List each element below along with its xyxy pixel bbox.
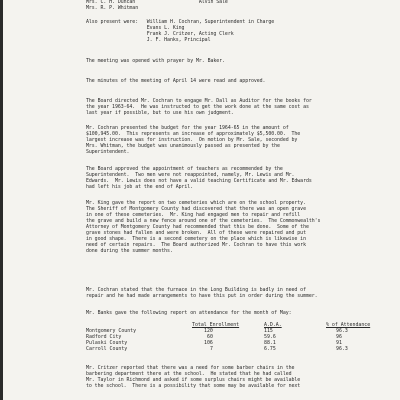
attendee-line-1: Mrs. C. H. Duncan Alvin Sale <box>86 0 228 5</box>
paragraph-barber-line-4: to the school. There is a possibility that some may be available for next <box>86 383 301 389</box>
paragraph-barber-line-3: Mr. Taylor in Richmond and asked if some surplus chairs might be available <box>86 377 301 383</box>
row-enrollment: 7 <box>210 346 213 352</box>
paragraph-teachers-line-1: The Board approved the appointment of teachers as recommended by the <box>86 166 283 172</box>
also-present-line-2: Evans L. King <box>86 25 185 31</box>
row-percent: 96 <box>336 334 342 340</box>
paragraph-auditor-line-1: The Board directed Mr. Cochran to engage Mr. Dall as Auditor for the books for <box>86 98 312 104</box>
paragraph-prayer: The meeting was opened with prayer by Mr. Baker. <box>86 58 225 64</box>
paragraph-cemeteries-line-4: the grave and build a new fence around one of the cemeteries. The Commonwealth's <box>86 218 321 224</box>
row-ada: 59.6 <box>264 334 276 340</box>
paragraph-teachers-line-4: had left his job at the end of April. <box>86 184 194 190</box>
paragraph-cemeteries-line-3: in one of these cemeteries. Mr. King had engaged men to repair and refill <box>86 212 301 218</box>
paragraph-auditor-line-3: last year if possible, but to use his own judgment. <box>86 110 234 116</box>
paragraph-cemeteries-line-8: need of certain repairs. The Board authorized Mr. Cochran to have this work <box>86 242 306 248</box>
paragraph-furnace-line-2: repair and he had made arrangements to have this put in order during the summer. <box>86 293 318 299</box>
row-ada: 6.75 <box>264 346 276 352</box>
row-enrollment: 60 <box>207 334 213 340</box>
also-present-line-4: J. F. Hanks, Principal <box>86 37 211 43</box>
paragraph-barber-line-1: Mr. Critzer reported that there was a need for some barber chairs in the <box>86 365 295 371</box>
paragraph-budget-line-2: $100,945.00. This represents an increase of approximately $5,500.00. The <box>86 131 301 137</box>
row-name: Pulaski County <box>86 340 128 346</box>
row-enrollment: 106 <box>204 340 213 346</box>
paragraph-auditor-line-2: the year 1963-64. He was instructed to get the work done at the same cost as <box>86 104 309 110</box>
row-percent: 96.3 <box>336 346 348 352</box>
row-name: Montgomery County <box>86 328 137 334</box>
paragraph-cemeteries-line-5: Attorney of Montgomery County had recommended that this be done. Some of the <box>86 224 309 230</box>
header-total-enrollment: Total Enrollment <box>192 322 240 328</box>
paragraph-budget-line-3: largest increase was for instruction. On motion by Mr. Sale, seconded by <box>86 137 298 143</box>
paragraph-cemeteries-line-1: Mr. King gave the report on two cemeteries which are on the school property. <box>86 200 306 206</box>
paragraph-cemeteries-line-7: in good shape. There is a second cemetery on the place which is likewise in <box>86 236 306 242</box>
paragraph-furnace-line-1: Mr. Cochran stated that the furnace in the Long Building is badly in need of <box>86 287 306 293</box>
also-present-line-1: Also present were: William H. Cochran, Superintendent in Charge <box>86 19 275 25</box>
row-enrollment: 120 <box>204 328 213 334</box>
paragraph-barber-line-2: barbering department there at the school. He stated that he had called <box>86 371 292 377</box>
row-ada: 88.1 <box>264 340 276 346</box>
header-ada: A.D.A. <box>264 322 282 328</box>
paragraph-attendance-intro: Mr. Banks gave the following report on attendance for the month of May: <box>86 310 292 316</box>
paragraph-cemeteries-line-9: done during the summer months. <box>86 248 173 254</box>
paragraph-teachers-line-3: Edwards. Mr. Lewis does not have a valid teaching Certificate and Mr. Edwards <box>86 178 312 184</box>
row-percent: 96.3 <box>336 328 348 334</box>
paragraph-cemeteries-line-6: grave stones had fallen and were broken. All of these were repaired and put <box>86 230 306 236</box>
paragraph-teachers-line-2: Superintendent. Two men were not reappointed, namely, Mr. Lewis and Mr. <box>86 172 295 178</box>
paragraph-budget-line-5: Superintendent. <box>86 149 130 155</box>
row-name: Carroll County <box>86 346 128 352</box>
row-percent: 91 <box>336 340 342 346</box>
header-percent-attendance: % of Attendance <box>326 322 371 328</box>
row-name: Radford City <box>86 334 122 340</box>
table-row <box>86 346 346 352</box>
paragraph-budget-line-1: Mr. Cochran presented the budget for the year 1964-65 in the amount of <box>86 125 289 131</box>
paragraph-cemeteries-line-2: The Sheriff of Montgomery County had discovered that there was an open grave <box>86 206 306 212</box>
paragraph-budget-line-4: Mrs. Whitman, the budget was unanimously passed as presented by the <box>86 143 280 149</box>
also-present-line-3: Frank J. Critzer, Acting Clerk <box>86 31 234 37</box>
attendee-line-2: Mrs. R. P. Whitman <box>86 5 139 11</box>
paragraph-minutes: The minutes of the meeting of April 14 were read and approved. <box>86 78 266 84</box>
row-ada: 115 <box>264 328 273 334</box>
